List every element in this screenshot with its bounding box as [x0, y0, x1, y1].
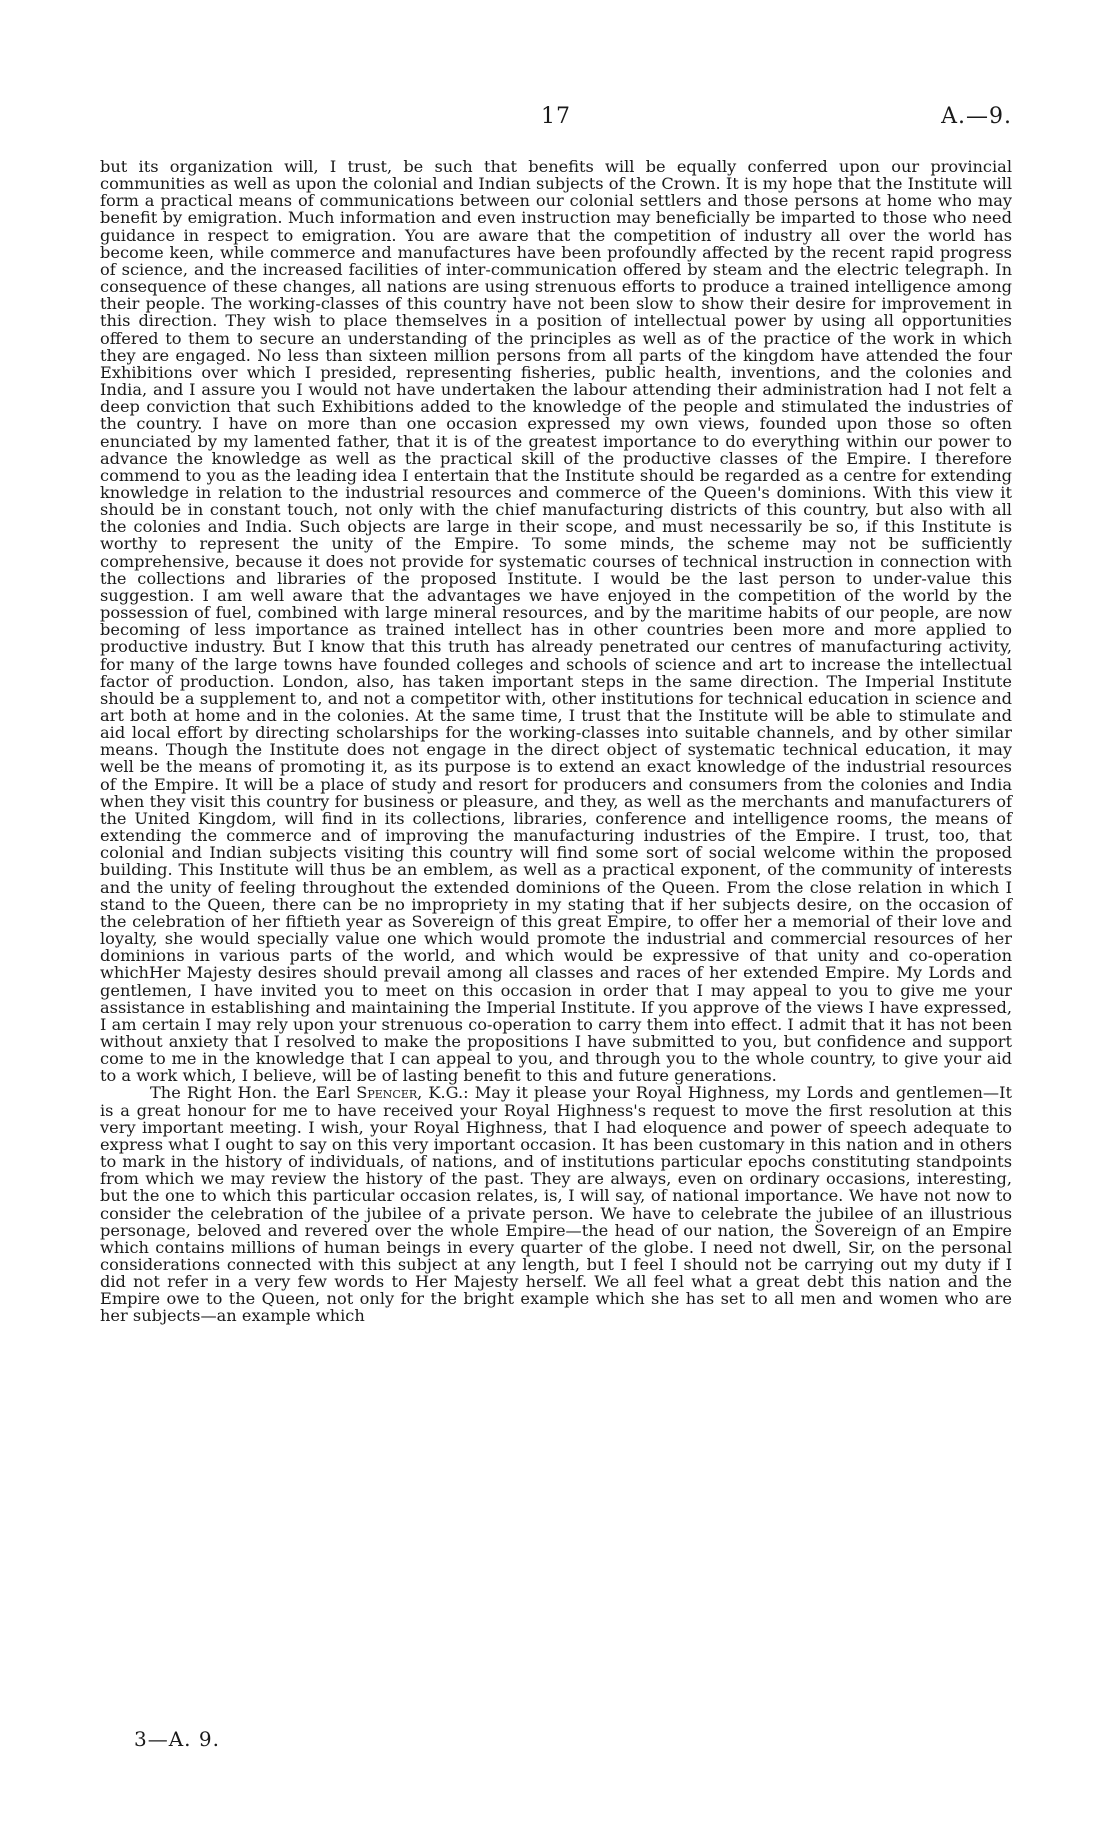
paragraph-continuation: but its organization will, I trust, be such that benefits will be equally conferred upon our provincial communities as well as upon the colonial and Indian subjects of the Crown. It is my hope that the Institute will form a practical means of communications between our colonial settlers and those persons at home who may benefit by emigration. Much information and even instruction may beneficially be imparted to those who need guidance in respect to emigration. You are aware that the competition of industry all over the world has become keen, while commerce and manufactures have been profoundly affected by the recent rapid progress of science, and the increased facilities of inter-communication offered by steam and the electric telegraph. In consequence of these changes, all nations are using strenuous efforts to produce a trained intelligence among their people. The working-classes of this country have not been slow to show their desire for improvement in this direction. They wish to place themselves in a position of intellectual power by using all opportunities offered to them to secure an understanding of the principles as well as of the practice of the work in which they are engaged. No less than sixteen million persons from all parts of the kingdom have attended the four Exhibitions over which I presided, representing fisheries, public health, inventions, and the colonies and India, and I assure you I would not have undertaken the labour attending their administration had I not felt a deep conviction that such Exhibitions added to the knowledge of the people and stimulated the industries of the country. I have on more than one occasion expressed my own views, founded upon those so often enunciated by my lamented father, that it is of the greatest importance to do everything within our power to advance the knowledge as well as the practical skill of the productive classes of the Empire. I therefore commend to you as the leading idea I entertain that the Institute should be regarded as a centre for extending knowledge in relation to the industrial resources and commerce of the Queen's dominions. With this view it should be in constant touch, not only with the chief manufacturing districts of this country, but also with all the colonies and India. Such objects are large in their scope, and must necessarily be so, if this Institute is worthy to represent the unity of the Empire. To some minds, the scheme may not be sufficiently comprehensive, because it does not provide for systematic courses of technical instruction in connection with the collections and libraries of the proposed Institute. I would be the last person to under-value this suggestion. I am well aware that the advantages we have enjoyed in the competition of the world by the possession of fuel, combined with large mineral resources, and by the maritime habits of our people, are now becoming of less importance as trained intellect has in other countries been more and more applied to productive industry. But I know that this truth has already penetrated our centres of manufacturing activity, for many of the large towns have founded colleges and schools of science and art to increase the intellectual factor of production. London, also, has taken important steps in the same direction. The Imperial Institute should be a supplement to, and not a competitor with, other institutions for technical education in science and art both at home and in the colonies. At the same time, I trust that the Institute will be able to stimulate and aid local effort by directing scholarships for the working-classes into suitable channels, and by other similar means. Though the Institute does not engage in the direct object of systematic technical education, it may well be the means of promoting it, as its purpose is to extend an exact knowledge of the industrial resources of the Empire. It will be a place of study and resort for producers and consumers from the colonies and India when they visit this country for business or pleasure, and they, as well as the merchants and manufacturers of the United Kingdom, will find in its collections, libraries, conference and intelligence rooms, the means of extending the commerce and of improving the manufacturing industries of the Empire. I trust, too, that colonial and Indian subjects visiting this country will find some sort of social welcome within the proposed building. This Institute will thus be an emblem, as well as a practical exponent, of the community of interests and the unity of feeling throughout the extended dominions of the Queen. From the close relation in which I stand to the Queen, there can be no impropriety in my stating that if her subjects desire, on the occasion of the celebration of her fiftieth year as Sovereign of this great Empire, to offer her a memorial of their love and loyalty, she would specially value one which would promote the industrial and commercial resources of her dominions in various parts of the world, and which would be expressive of that unity and co-operation whichHer Majesty desires should prevail among all classes and races of her extended Empire. My Lords and gentlemen, I have invited you to meet on this occasion in order that I may appeal to you to give me your assistance in establishing and maintaining the Imperial Institute. If you approve of the views I have expressed, I am certain I may rely upon your strenuous co-operation to carry them into effect. I admit that it has not been without anxiety that I resolved to make the propositions I have submitted to you, but confidence and support come to me in the knowledge that I can appeal to you, and through you to the whole country, to give your aid to a work which, I believe, will be of lasting benefit to this and future generations.	[100, 157, 1012, 1086]
body-text	[100, 158, 1012, 1325]
page-header	[100, 104, 1012, 138]
speech-prefix: The Right Hon. the Earl	[150, 1083, 357, 1103]
document-reference: A.—9.	[941, 104, 1012, 129]
speech-text: , K.G.: May it please your Royal Highness, my Lords and gentlemen—It is a great honour for me to have received your Royal Highness's request to move the first resolution at this very important meeting. I wish, your Royal Highness, that I had eloquence and power of speech adequate to express what I ought to say on this very important occasion. It has been customary in this nation and in others to mark in the history of individuals, of nations, and of institutions particular epochs constituting standpoints from which we may review the history of the past. They are always, even on ordinary occasions, interesting, but the one to which this particular occasion relates, is, I will say, of national importance. We have not now to consider the celebration of the jubilee of a private person. We have to celebrate the jubilee of an illustrious personage, beloved and revered over the whole Empire—the head of our nation, the Sovereign of an Empire which contains millions of human beings in every quarter of the globe. I need not dwell, Sir, on the personal considerations connected with this subject at any length, but I feel I should not be carrying out my duty if I did not refer in a very few words to Her Majesty herself. We all feel what a great debt this nation and the Empire owe to the Queen, not only for the bright example which she has set to all men and women who are her subjects—an example which	[100, 1083, 1012, 1326]
speaker-name: Spencer	[356, 1083, 418, 1103]
paragraph-spencer-speech	[100, 1084, 1012, 1324]
signature-mark: 3—A. 9.	[134, 1727, 220, 1751]
page-number: 17	[541, 104, 571, 129]
